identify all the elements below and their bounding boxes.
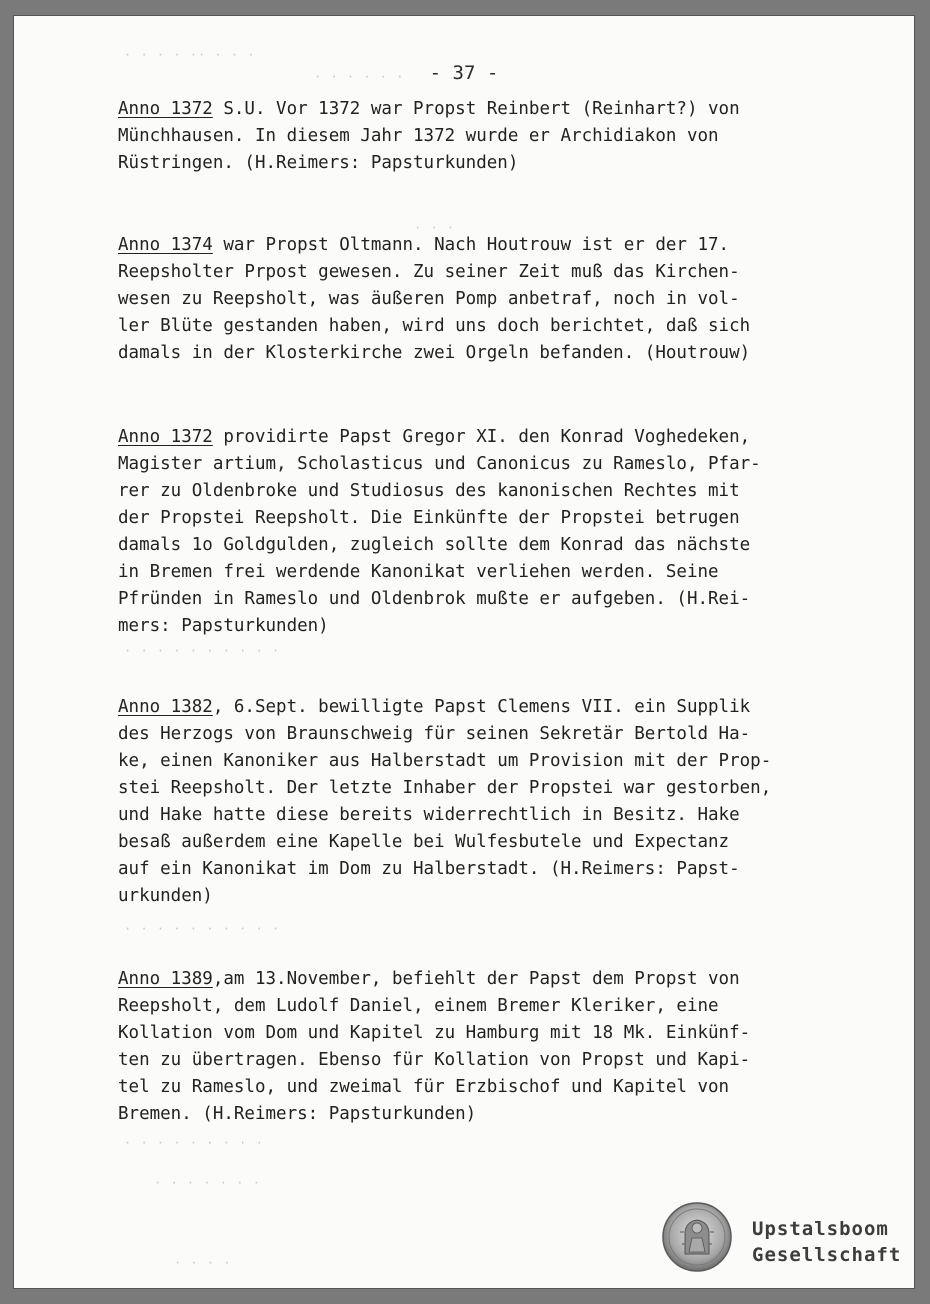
bleed-through-decoration: · · · · · · · · · · (124, 922, 281, 936)
entry-year: Anno 1372 (118, 427, 213, 447)
society-wordmark (752, 1216, 901, 1268)
bleed-through-decoration: · · · · · · (314, 70, 405, 84)
bleed-through-decoration: · · · (414, 221, 456, 235)
wordmark-line-1: Upstalsboom (752, 1218, 889, 1240)
entry-1374-oltmann (118, 232, 808, 367)
entry-1372-voghedeken (118, 424, 808, 640)
bleed-through-decoration: · · · · · · · · · · (124, 644, 281, 658)
page-number: - 37 - (429, 62, 499, 84)
entry-year: Anno 1389 (118, 969, 213, 989)
entry-text: ,am 13.November, befiehlt der Papst dem Propst von Reepsholt, dem Ludolf Daniel, einem Bremer Kleriker, eine Kollation vom Dom und Kapitel zu Hamburg mit 18 Mk. Einkünf- ten zu übertragen. Ebenso für Kollation von Propst und Kapi- tel zu Rameslo, und zweimal für Erzbischof und Kapitel von Bremen. (H.Reimers: Papsturkunden) (118, 969, 751, 1124)
bleed-through-decoration: · · · · · · · (154, 1176, 261, 1190)
entry-text: , 6.Sept. bewilligte Papst Clemens VII. ein Supplik des Herzogs von Braunschweig für seinen Sekretär Bertold Ha- ke, einen Kanoniker aus Halberstadt um Provision mit der Prop- stei Reepsholt. Der letzte Inhaber der Propstei war gestorben, und Hake hatte diese bereits widerrechtlich in Besitz. Hake besaß außerdem eine Kapelle bei Wulfesbutele und Expectanz auf ein Kanonikat im Dom zu Halberstadt. (H.Reimers: Papst- urkunden) (118, 697, 772, 906)
entry-1382-hake (118, 694, 808, 910)
bleed-through-decoration: · · · · (174, 1256, 232, 1270)
entry-year: Anno 1382 (118, 697, 213, 717)
wordmark-line-2: Gesellschaft (752, 1244, 902, 1266)
bleed-through-decoration: · · · · ·· · · · (124, 48, 256, 62)
entry-text: war Propst Oltmann. Nach Houtrouw ist er der 17. Reepsholter Prpost gewesen. Zu seiner Zeit muß das Kirchen- wesen zu Reepsholt, was äußeren Pomp anbetraf, noch in vol- ler Blüte gestanden haben, wird uns doch berichtet, daß sich damals in der Klosterkirche zwei Orgeln befanden. (Houtrouw) (118, 235, 751, 363)
entry-1389-daniel (118, 966, 808, 1128)
entry-text: providirte Papst Gregor XI. den Konrad Voghedeken, Magister artium, Scholasticus und Canonicus zu Rameslo, Pfar- rer zu Oldenbroke und Studiosus des kanonischen Rechtes mit der Propstei Reepsholt. Die Einkünfte der Propstei betrugen damals 1o Goldgulden, zugleich sollte dem Konrad das nächste in Bremen frei werdende Kanonikat verliehen werden. Seine Pfründen in Rameslo und Oldenbrok mußte er aufgeben. (H.Rei- mers: Papsturkunden) (118, 427, 761, 636)
seal-emblem-icon (662, 1202, 732, 1272)
bleed-through-decoration: · · · · · · · · · (124, 1136, 264, 1150)
entry-year: Anno 1374 (118, 235, 213, 255)
entry-1372-reinbert (118, 96, 808, 177)
entry-year: Anno 1372 (118, 99, 213, 119)
document-page (14, 16, 914, 1288)
entry-text: S.U. Vor 1372 war Propst Reinbert (Reinhart?) von Münchhausen. In diesem Jahr 1372 wurde er Archidiakon von Rüstringen. (H.Reimers: Papsturkunden) (118, 99, 740, 173)
